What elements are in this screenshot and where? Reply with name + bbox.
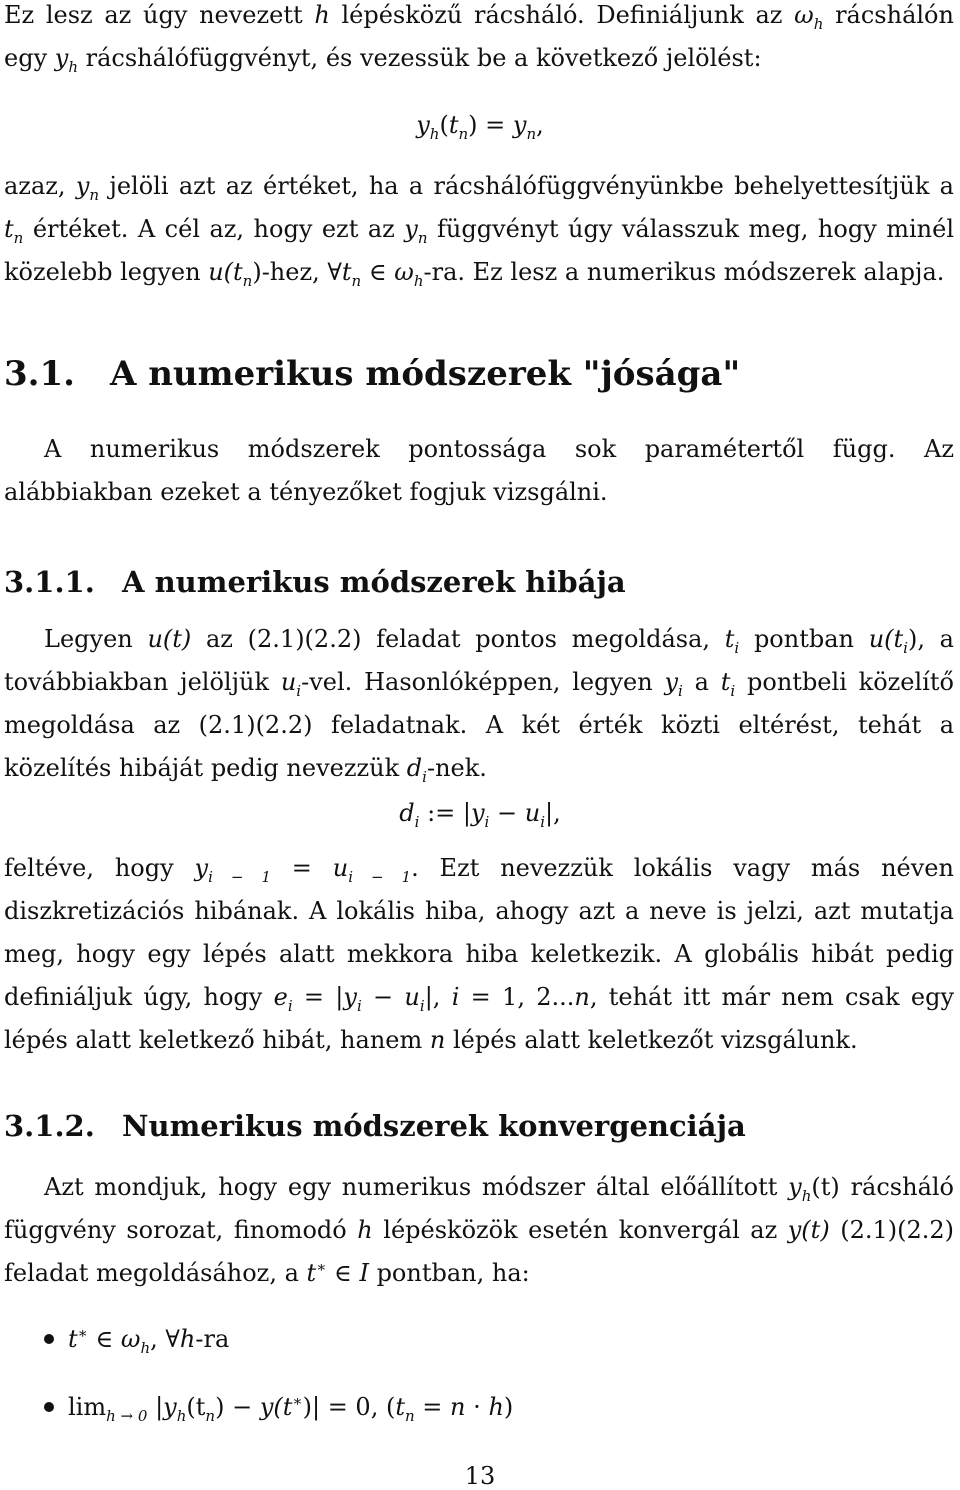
list-item: t∗ ∈ $\omega_h$, ∀h-ra <box>4 1324 954 1354</box>
intro-paragraph: Ez lesz az úgy nevezett h lépésközű rácsháló. Definiáljunk az $\omega_h$ rácshálón egy $y_h$ rácshálófüggvényt, és vezessük be a következő jelölést: <box>4 1 954 76</box>
section-title: A numerikus módszerek "jósága" <box>110 354 741 394</box>
section-title: A numerikus módszerek hibája <box>122 565 626 599</box>
equation-yh: $y_h(t_n) = y_n$, <box>416 111 544 143</box>
section-3-1-1-heading <box>4 562 954 602</box>
bullet-icon <box>44 1402 54 1412</box>
list-item: $\lim_{h \to 0} |y_h(t_n) - y(t^∗)| = 0$, $(t_n = n \cdot h)$ <box>4 1392 954 1422</box>
equation-di: $d_i$ := $|y_i - u_i|$, <box>399 799 561 831</box>
section-3-1-body: A numerikus módszerek pontossága sok paramétertől függ. Az alábbiakban ezeket a tényezőket fogjuk vizsgálni. <box>4 435 954 506</box>
bullet-icon <box>44 1334 54 1344</box>
section-number: 3.1.2. <box>4 1109 95 1143</box>
section-3-1-heading <box>4 352 954 396</box>
section-number: 3.1. <box>4 354 75 394</box>
section-title: Numerikus módszerek konvergenciája <box>122 1109 746 1143</box>
section-number: 3.1.1. <box>4 565 95 599</box>
section-3-1-2-heading <box>4 1106 954 1146</box>
after-equation-paragraph: azaz, $y_n$ jelöli azt az értéket, ha a rácshálófüggvényünkbe behelyettesítjük a $t_n$ értéket. A cél az, hogy ezt az $y_n$ függvényt úgy válasszuk meg, hogy minél közelebb legyen $u(t_n)$-hez, $\forall t_n$ ∈ $\omega_h-ra$. Ez lesz a numerikus módszerek alapja. <box>4 172 955 290</box>
page-number: 13 <box>464 1462 496 1490</box>
error-paragraph: feltéve, hogy $y_{i - 1} = u_{i - 1}$. Ezt nevezzük lokális vagy más néven diszkretizációs hibának. A lokális hiba, ahogy azt a neve is jelzi, azt mutatja meg, hogy egy lépés alatt mekkora hiba keletkezik. A globális hibát pedig definiáljuk úgy, hogy $e_i = |y_i - u_i|$, i = 1, 2...n, tehát itt már nem csak egy lépés alatt keletkező hibát, hanem n lépés alatt keletkezőt vizsgálunk. <box>4 854 954 1054</box>
section-3-1-2-body: Azt mondjuk, hogy egy numerikus módszer által előállított $y_h(t)$ rácsháló függvény sorozat, finomodó h lépésközök esetén konvergál az y(t) (2.1)(2.2) feladat megoldásához, a t∗ ∈ I pontban, ha: <box>4 1173 955 1287</box>
section-3-1-1-body: Legyen u(t) az (2.1)(2.2) feladat pontos megoldása, $t_i$ pontban $u(t_i)$, a továbbiakban jelöljük $u_i$-vel. Hasonlóképpen, legyen $y_i$ a $t_i$ pontbeli közelítő megoldása az (2.1)(2.2) feladatnak. A két érték közti eltérést, tehát a közelítés hibáját pedig nevezzük $d_i$-nek. <box>4 625 954 786</box>
condition-list <box>4 1324 954 1425</box>
